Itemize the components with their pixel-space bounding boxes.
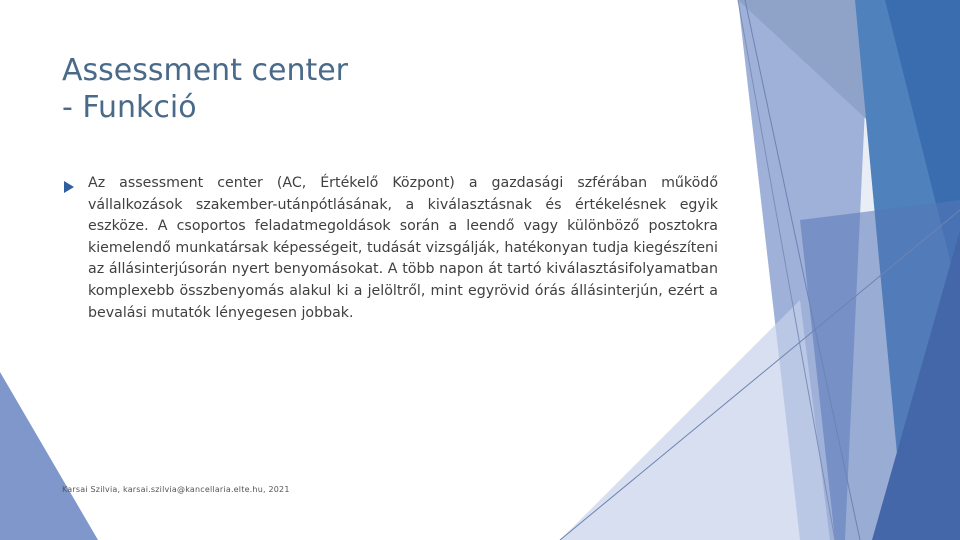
- bottom-sliver: [560, 300, 830, 540]
- triangle-bullet-icon: [64, 181, 74, 193]
- body-paragraph: Az assessment center (AC, Értékelő Központ) a gazdasági szférában működő vállalkozások szakember-utánpótlásának, a kiválasztásnak és értékelésnek egyik eszköze. A csoportos feladatmegoldások során a leendő vagy különböző posztokra kiemelendő munkatársak képességeit, tudását vizsgálják, hatékonyan tudja kiegészíteni az állásinterjúsorán nyert benyomásokat. A több napon át tartó kiválasztásifolyamatban komplexebb összbenyomás alakul ki a jelöltről, mint egyrövid órás állásinterjún, ezért a bevalási mutatók lényegesen jobbak.: [88, 175, 718, 321]
- bottom-left-triangle: [0, 372, 98, 540]
- title-line-1: Assessment center: [62, 53, 349, 88]
- footer-text: Karsai Szilvia, karsai.szilvia@kancellaria.elte.hu, 2021: [62, 485, 290, 494]
- slide-title: [62, 52, 622, 126]
- title-line-2: - Funkció: [62, 90, 197, 125]
